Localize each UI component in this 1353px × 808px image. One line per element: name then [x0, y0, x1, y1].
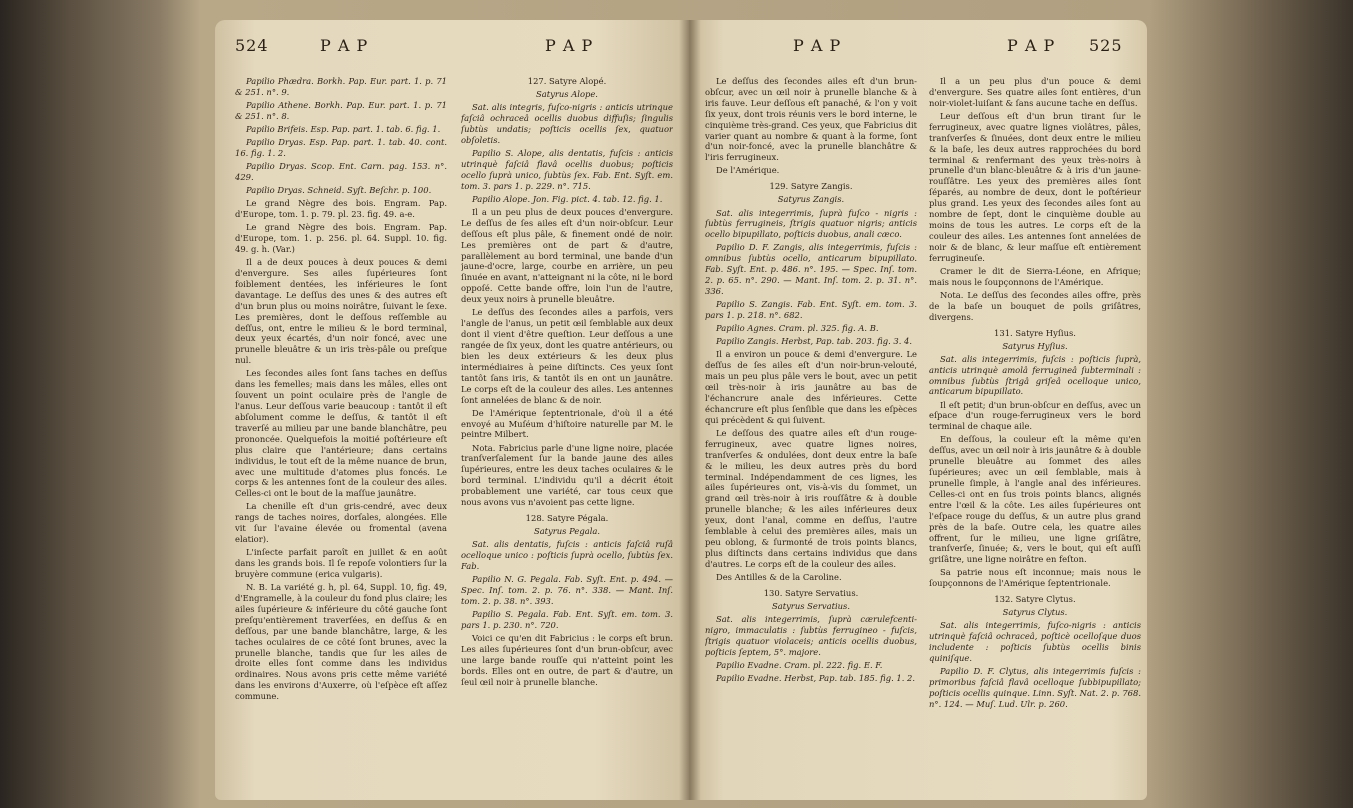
- paragraph: Papilio D. F. Zangis, alis integerrimis, fuſcis : omnibus ſubtùs ocello, anticarum bipupillato. Fab. Syſt. Ent. p. 486. n°. 195. — Spec. Inſ. tom. 2. p. 65. n°. 290. — Mant. Inſ. tom. 2. p. 31. n°. 336.: [705, 242, 917, 297]
- paragraph: Papilio Zangis. Herbst, Pap. tab. 203. fig. 3. 4.: [716, 336, 913, 347]
- paragraph: Leur deſſous eſt d'un brun tirant ſur le ferrugineux, avec quatre lignes violâtres, pâles, tranſverſes & ſinuées, dont deux entre le milieu & la baſe, les deux autres rapprochées du bord terminal & renfermant des yeux très-noirs à prunelle d'un blanc-bleuâtre & à iris d'un jaune-rouſſâtre. Les yeux des premières ailes ſont ſéparés, au nombre de deux, dont le poſtérieur plus grand. Les yeux des ſecondes ailes ſont au nombre de ſept, dont le cinquième double au moins de tous les autres. Le corps eſt de la couleur des ailes. Les antennes ſont annelées de noir & de blanc, & leur maſſue eſt entièrement ferrugineuſe.: [929, 110, 1141, 263]
- paragraph: La chenille eſt d'un gris-cendré, avec deux rangs de taches noires, dorſales, alongées. Elle vit ſur l'avaine élevée ou fromental (avena elatior).: [235, 501, 447, 545]
- right-page-column-2: [929, 76, 1141, 796]
- species-heading: 132. Satyre Clytus.: [994, 594, 1076, 605]
- paragraph: Papilio D. F. Clytus, alis integerrimis fuſcis : primoribus faſciâ flavâ ocelloque ſubbipupillato; poſticis ocellis quinque. Linn. Syſt. Nat. 2. p. 768. n°. 124. — Muſ. Lud. Ulr. p. 260.: [929, 666, 1141, 709]
- paragraph: Sat. alis integris, fuſco-nigris : anticis utrinque faſciâ ochraceâ ocellis duobus diffuſis; ſingulis ſubtùs undatis; poſticis ocellis ſex, quatuor obſoletis.: [461, 102, 673, 145]
- paragraph: De l'Amérique ſeptentrionale, d'où il a été envoyé au Muſéum d'hiſtoire naturelle par M. le peintre Milbert.: [461, 407, 673, 440]
- paragraph: Il eſt petit; d'un brun-obſcur en deſſus, avec un eſpace d'un rouge-ferrugineux vers le bord terminal de chaque aile.: [929, 399, 1141, 432]
- paragraph: Papilio Brifeis. Esp. Pap. part. 1. tab. 6. fig. 1.: [246, 124, 441, 134]
- species-heading: 127. Satyre Alopé.: [527, 76, 607, 86]
- paragraph: Papilio S. Pegala. Fab. Ent. Syſt. em. tom. 3. pars 1. p. 230. n°. 720.: [461, 608, 673, 630]
- paragraph: Le deſſous des quatre ailes eſt d'un rouge-ferrugineux, avec quatre lignes noires, tranſverſes & ondulées, dont deux entre la baſe & le milieu, les deux autres près du bord terminal. Indépendamment de ces lignes, les ailes ſupérieures ont, vis-à-vis du ſommet, un grand œil très-noir à iris rouſſâtre & à double prunelle blanche; & les ailes inférieures deux yeux, dont l'anal, comme en deſſus, l'autre ſemblable à celui des premières ailes, mais un peu oblong, & ſurmonté de trois points blancs, plus diſtincts dans certains individus que dans d'autres. Le corps eſt de la couleur des ailes.: [705, 427, 917, 569]
- left-page-column-2: [461, 76, 673, 796]
- paragraph: N. B. La variété g. h, pl. 64, Suppl. 10, fig. 49, d'Engramelle, à la couleur du fond plus claire; les ailes ſupérieure & inférieure du côté gauche ſont preſqu'entièrement traverſées, en deſſus & en deſſous, par une bande blanchâtre, large, & les taches oculaires de ce côté ſont brunes, avec la prunelle blanche, tandis que ſur les ailes de droite elles ſont comme dans les individus ordinaires. Nous avons pris cette même variété dans les environs d'Auxerre, où l'eſpèce eſt aſſez commune.: [235, 582, 447, 702]
- left-page-number: 524: [235, 36, 269, 55]
- left-running-head-2: P A P: [545, 36, 594, 55]
- species-heading: 130. Satyre Servatius.: [763, 587, 859, 598]
- paragraph: Le grand Nègre des bois. Engram. Pap. d'Europe, tom. 1. p. 79. pl. 23. fig. 49. a-e.: [235, 198, 447, 220]
- paragraph: Papilio Evadne. Cram. pl. 222. fig. E. F.: [716, 659, 883, 670]
- paragraph: Papilio Agnes. Cram. pl. 325. fig. A. B.: [716, 323, 879, 334]
- paragraph: Sat. alis integerrimis, ſuprà cærulefcenti-nigro, immaculatis : ſubtùs ferrugineo - fuſcis, ſtrigis quatuor violaceis; anticis ocellis duobus, poſticis ſeptem, 5°. majore.: [705, 613, 917, 657]
- paragraph: Papilio N. G. Pegala. Fab. Syſt. Ent. p. 494. — Spec. Inſ. tom. 2. p. 76. n°. 338. — Mant. Inſ. tom. 2. p. 38. n°. 393.: [461, 574, 673, 606]
- right-running-head-2: P A P: [1007, 36, 1056, 55]
- paragraph: Papilio S. Alope, alis dentatis, fuſcis : anticis utrinquè faſciâ flavâ ocellis duobus; poſticis ocello ſuprà unico, ſubtùs ſex. Fab. Ent. Syſt. em. tom. 3. pars 1. p. 229. n°. 715.: [461, 148, 673, 191]
- paragraph: Sat. alis integerrimis, fuſco-nigris : anticis utrinquè faſciâ ochraceâ, poſticè ocelloſque duos includente : poſticis ſubtùs ocellis binis quiniſque.: [929, 620, 1141, 664]
- species-latin-name: Satyrus Hyſius.: [1002, 340, 1068, 351]
- right-page-column-1: [705, 76, 917, 796]
- book-gutter: [679, 20, 701, 800]
- paragraph: Sat. alis integerrimis, ſuprà fuſco - nigris : ſubtùs ferrugineis, ſtrigis quatuor nigris; anticis ocello bipupillato, poſticis duobus, anali cæco.: [705, 207, 917, 240]
- species-latin-name: Satyrus Pegala.: [533, 526, 601, 537]
- paragraph: Des Antilles & de la Caroline.: [716, 571, 842, 582]
- right-page: [689, 20, 1147, 800]
- paragraph: Papilio Dryas. Esp. Pap. part. 1. tab. 40. cont. 16. fig. 1. 2.: [235, 137, 447, 158]
- paragraph: En deſſous, la couleur eſt la même qu'en deſſus, avec un œil noir à iris jaunâtre & à double prunelle bleuâtre au ſommet des ailes ſupérieures; avec un œil ſemblable, mais à prunelle ſimple, à l'angle anal des inférieures. Celles-ci ont en ſus trois points blancs, alignés entre l'œil & la côte. Les ailes ſupérieures ont l'eſpace rouge du deſſus, & un autre plus grand près de la baſe. Outre cela, les quatre ailes offrent, ſur le milieu, une ligne griſâtre, tranſverſe, ſinuée; &, vers le bout, qui eſt auſſi griſâtre, une ligne noirâtre en feſton.: [929, 434, 1141, 565]
- paragraph: L'inſecte parfait paroît en juillet & en août dans les grands bois. Il ſe repoſe volontiers ſur la bruyère commune (erica vulgaris).: [235, 547, 447, 580]
- paragraph: Papilio Dryas. Scop. Ent. Carn. pag. 153. n°. 429.: [235, 161, 447, 182]
- paragraph: Sat. alis dentatis, fuſcis : anticis faſciâ ruſâ ocelloque unico : poſticis ſuprà ocello, ſubtùs ſex. Fab.: [461, 539, 673, 571]
- paragraph: Le deſſus des ſecondes ailes a parfois, vers l'angle de l'anus, un petit œil ſemblable aux deux dont il vient d'être queſtion. Leur deſſous a une rangée de ſix yeux, dont les quatre antérieurs, ou bien les deux extérieurs & les deux plus intermédiaires à peine diſtincts. Ces yeux ſont tantôt ſans iris, & tantôt ils en ont un jaunâtre. Le corps eſt de la couleur des ailes. Les antennes ſont annelées de blanc & de noir.: [461, 307, 673, 405]
- paragraph: Papilio Phædra. Borkh. Pap. Eur. part. 1. p. 71 & 251. n°. 9.: [235, 76, 447, 97]
- species-latin-name: Satyrus Alope.: [536, 89, 598, 100]
- paragraph: Papilio S. Zangis. Fab. Ent. Syſt. em. tom. 3. pars 1. p. 218. n°. 682.: [705, 299, 917, 321]
- paragraph: Il a environ un pouce & demi d'envergure. Le deſſus de ſes ailes eſt d'un noir-brun-velouté, mais un peu plus pâle vers le bout, avec un petit œil très-noir à iris jaunâtre au bas de l'échancrure anale des inférieures. Cette échancrure eſt plus ſenſible que dans les eſpèces qui précèdent & qui ſuivent.: [705, 349, 917, 425]
- paragraph: Les ſecondes ailes ſont ſans taches en deſſus dans les femelles; mais dans les mâles, elles ont ſouvent un point oculaire près de l'angle de l'anus. Leur deſſous varie beaucoup : tantôt il eſt abſolument comme le deſſus, & tantôt il eſt traverſé au milieu par une bande blanchâtre, peu prononcée. Quelquefois la moitié poſtérieure eſt plus claire que l'antérieure; dans certains individus, le tout eſt de la même nuance de brun, avec une multitude d'atomes plus foncés. Le corps & les antennes ſont de la couleur des ailes. Celles-ci ont le bout de la maſſue jaunâtre.: [235, 368, 447, 499]
- left-running-head-1: P A P: [320, 36, 369, 55]
- paragraph: Il a de deux pouces à deux pouces & demi d'envergure. Ses ailes ſupérieures ſont foiblement dentées, les inférieures le ſont davantage. Le deſſus des unes & des autres eſt d'un brun plus ou moins noirâtre, ſuivant le ſexe. Les premières, dont le deſſous reſſemble au deſſus, ont, entre le milieu & le bord terminal, deux yeux écartés, d'un noir foncé, avec une prunelle bleuâtre & un iris très-pâle ou preſque nul.: [235, 257, 447, 366]
- left-page: [215, 20, 689, 800]
- paragraph: Nota. Le deſſus des ſecondes ailes offre, près de la baſe un bouquet de poils griſâtres, divergens.: [929, 289, 1141, 322]
- paragraph: Voici ce qu'en dit Fabricius : le corps eſt brun. Les ailes ſupérieures ſont d'un brun-obſcur, avec une large bande rouſſe qui n'atteint point les bords. Elles ont en outre, de part & d'autre, un ſeul œil noir à prunelle blanche.: [461, 632, 673, 687]
- species-heading: 129. Satyre Zangis.: [769, 181, 853, 192]
- paragraph: Papilio Dryas. Schneid. Syſt. Beſchr. p. 100.: [246, 185, 432, 196]
- species-latin-name: Satyrus Servatius.: [771, 600, 850, 611]
- paragraph: Papilio Evadne. Herbst, Pap. tab. 185. fig. 1. 2.: [716, 672, 916, 683]
- right-page-number: 525: [1089, 36, 1123, 55]
- left-page-column-1: [235, 76, 447, 796]
- paragraph: Cramer le dit de Sierra-Léone, en Afrique; mais nous le ſoupçonnons de l'Amérique.: [929, 265, 1141, 287]
- paragraph: Le grand Nègre des bois. Engram. Pap. d'Europe, tom. 1. p. 256. pl. 64. Suppl. 10. fig. 49. g. h. (Var.): [235, 222, 447, 254]
- species-latin-name: Satyrus Clytus.: [1002, 607, 1068, 618]
- paragraph: Sa patrie nous eſt inconnue; mais nous le ſoupçonnons de l'Amérique ſeptentrionale.: [929, 567, 1141, 589]
- paragraph: Il a un peu plus de deux pouces d'envergure. Le deſſus de ſes ailes eſt d'un noir-obſcur. Leur deſſous eſt plus pâle, & finement ondé de noir. Les premières ont de part & d'autre, parallèlement au bord terminal, une bande d'un jaune-d'ocre, large, courbe en arrière, un peu ſinuée en avant, n'atteignant ni la côte, ni le bord oppoſé. Cette bande offre, loin l'un de l'autre, deux yeux noirs à prunelle bleuâtre.: [461, 206, 673, 305]
- species-heading: 128. Satyre Pégala.: [525, 512, 609, 523]
- species-latin-name: Satyrus Zangis.: [777, 194, 845, 205]
- paragraph: Papilio Athene. Borkh. Pap. Eur. part. 1. p. 71 & 251. n°. 8.: [235, 100, 447, 121]
- species-heading: 131. Satyre Hyſius.: [994, 327, 1076, 338]
- paragraph: Nota. Fabricius parle d'une ligne noire, placée tranſverſalement ſur la bande jaune des ailes ſupérieures, entre les deux taches oculaires & le bord terminal. L'individu qu'il a décrit étoit probablement une variété, car tous ceux que nous avons vus n'avoient pas cette ligne.: [461, 442, 673, 508]
- paragraph: Sat. alis integerrimis, fuſcis : poſticis ſuprà, anticis utrinquè amolâ ferrugineâ ſubterminali : omnibus ſubtùs ſtrigâ griſeâ ocelloque unico, anticarum bipupillato.: [929, 353, 1141, 397]
- paragraph: De l'Amérique.: [716, 165, 780, 176]
- right-running-head-1: P A P: [793, 36, 842, 55]
- paragraph: Il a un peu plus d'un pouce & demi d'envergure. Ses quatre ailes ſont entières, d'un noir-violet-luiſant & ſans aucune tache en deſſus.: [929, 76, 1141, 108]
- paragraph: Papilio Alope. Jon. Fig. pict. 4. tab. 12. fig. 1.: [472, 193, 663, 204]
- paragraph: Le deſſus des ſecondes ailes eſt d'un brun-obſcur, avec un œil noir à prunelle blanche & à iris fauve. Leur deſſous eſt panaché, & l'on y voit ſix yeux, dont trois réunis vers le bord interne, le cinquième très-grand. Ces yeux, que Fabricius dit varier quant au nombre & quant à la forme, ſont d'un noir-foncé, avec la prunelle blanchâtre & l'iris ferrugineux.: [705, 76, 917, 163]
